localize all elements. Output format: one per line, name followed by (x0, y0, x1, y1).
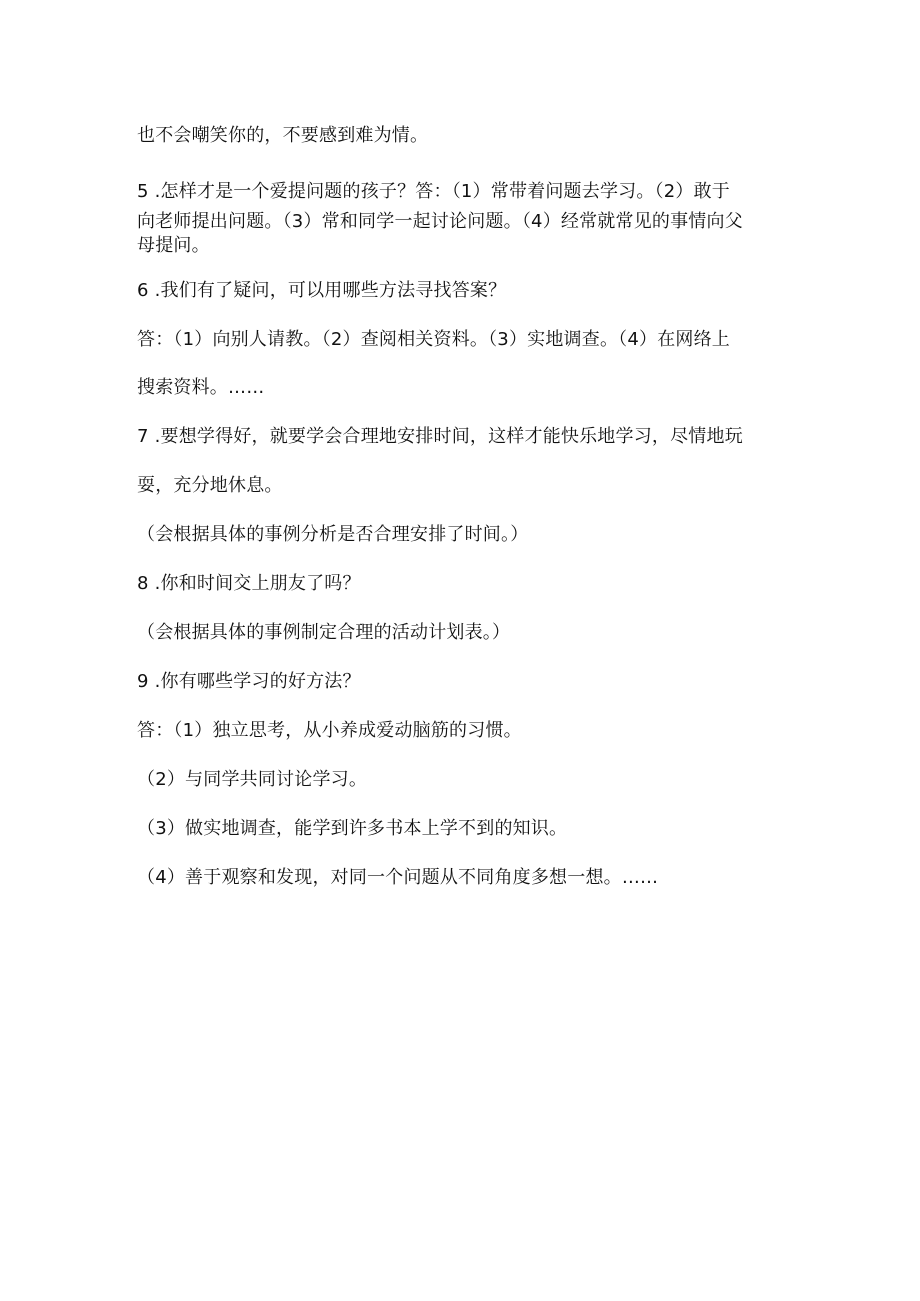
text-line: 也不会嘲笑你的，不要感到难为情。 (137, 125, 429, 146)
question-7-line-2: 耍，充分地休息。 (137, 475, 283, 496)
note-8-line: （会根据具体的事例制定合理的活动计划表。） (137, 622, 511, 643)
question-9-line: 9 .你有哪些学习的好方法？ (137, 671, 361, 692)
answer-9-line-3: （3）做实地调查，能学到许多书本上学不到的知识。 (137, 818, 568, 839)
answer-6-line-2: 搜索资料。…… (137, 377, 265, 398)
question-8-line: 8 .你和时间交上朋友了吗？ (137, 573, 361, 594)
answer-9-line-4: （4）善于观察和发现，对同一个问题从不同角度多想一想。…… (137, 867, 659, 888)
answer-9-line-2: （2）与同学共同讨论学习。 (137, 769, 368, 790)
answer-9-line-1: 答：（1）独立思考，从小养成爱动脑筋的习惯。 (137, 720, 522, 741)
answer-6-line-1: 答：（1）向别人请教。（2）查阅相关资料。（3）实地调查。（4）在网络上 (137, 329, 731, 350)
note-7-line: （会根据具体的事例分析是否合理安排了时间。） (137, 524, 529, 545)
question-5-line-1: 5 .怎样才是一个爱提问题的孩子？答：（1）常带着问题去学习。（2）敢于 (137, 181, 730, 202)
question-5-line-3: 母提问。 (137, 235, 210, 256)
question-5-line-2: 向老师提出问题。（3）常和同学一起讨论问题。（4）经常就常见的事情向父 (137, 211, 743, 232)
question-7-line-1: 7 .要想学得好，就要学会合理地安排时间，这样才能快乐地学习，尽情地玩 (137, 426, 743, 447)
question-6-line: 6 .我们有了疑问，可以用哪些方法寻找答案？ (137, 280, 507, 301)
